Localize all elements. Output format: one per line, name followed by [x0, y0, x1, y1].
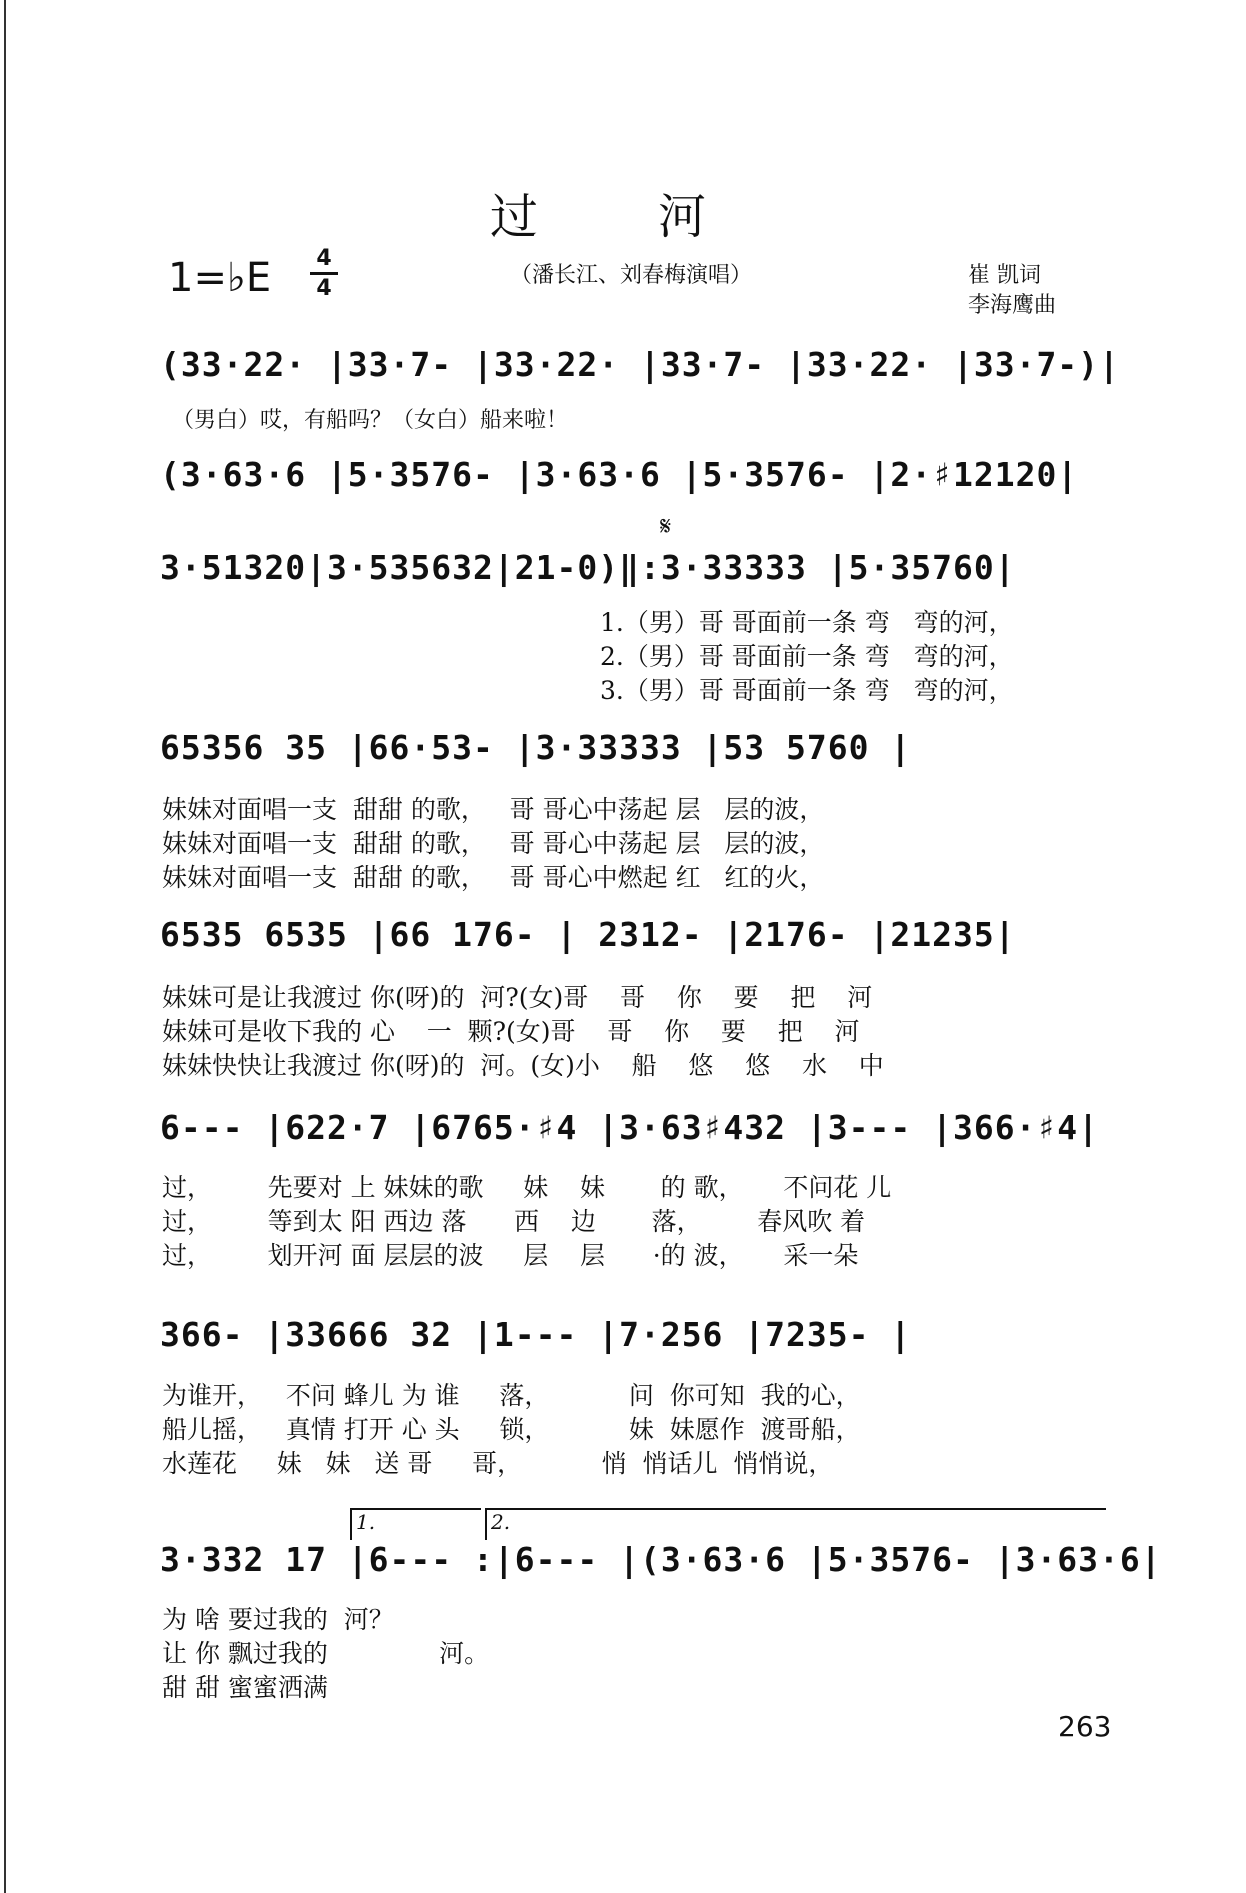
lyric-line: 水莲花 妹 妹 送 哥 哥， 悄 悄话儿 悄悄说， — [162, 1449, 834, 1478]
volta-1-label: 1. — [356, 1510, 376, 1534]
music-row-7: 366- |33666 32 |1--- |7·256 |7235- | — [160, 1315, 912, 1354]
lyric-line: 3.（男）哥 哥面前一条 弯 弯的河， — [600, 676, 1014, 705]
music-row-3: 3·51320|3·535632|21-0)‖:3·33333 |5·35760| — [160, 548, 1016, 587]
volta-2 — [485, 1508, 1106, 1540]
lyric-line: 过， 先要对 上 妹妹的歌 妹 妹 的 歌， 不问花 儿 — [162, 1173, 892, 1202]
spoken-intro: （男白）哎，有船吗？（女白）船来啦！ — [172, 408, 569, 433]
left-margin-rule — [4, 0, 6, 1893]
lyric-line: 甜 甜 蜜蜜洒满 — [162, 1673, 328, 1702]
segno-sign: 𝄋 — [660, 512, 672, 542]
lyric-line: 妹妹对面唱一支 甜甜 的歌， 哥 哥心中荡起 层 层的波， — [162, 795, 825, 824]
time-signature-bar — [310, 272, 338, 275]
lyric-line: 为谁开， 不问 蜂儿 为 谁 落， 问 你可知 我的心， — [162, 1381, 861, 1410]
lyric-line: 妹妹可是收下我的 心 一 颗?(女)哥 哥 你 要 把 河 — [162, 1017, 860, 1046]
lyric-line: 过， 划开河 面 层层的波 层 层 ·的 波， 采一朵 — [162, 1241, 859, 1270]
time-signature-bottom: 4 — [316, 276, 332, 301]
volta-2-label: 2. — [491, 1510, 511, 1534]
lyric-line: 妹妹对面唱一支 甜甜 的歌， 哥 哥心中燃起 红 红的火， — [162, 863, 825, 892]
lyric-line: 妹妹可是让我渡过 你(呀)的 河?(女)哥 哥 你 要 把 河 — [162, 983, 873, 1012]
lyricist-credit: 崔 凯词 — [968, 263, 1041, 288]
page-number: 263 — [1058, 1710, 1112, 1743]
lyric-line: 船儿摇， 真情 打开 心 头 锁， 妹 妹愿作 渡哥船， — [162, 1415, 861, 1444]
lyric-line: 妹妹对面唱一支 甜甜 的歌， 哥 哥心中荡起 层 层的波， — [162, 829, 825, 858]
performers: （潘长江、刘春梅演唱） — [510, 263, 753, 288]
music-row-5: 6535 6535 |66 176- | 2312- |2176- |21235| — [160, 915, 1016, 954]
volta-1 — [350, 1508, 481, 1540]
lyric-line: 让 你 飘过我的 河。 — [162, 1639, 490, 1668]
lyric-line: 2.（男）哥 哥面前一条 弯 弯的河， — [600, 642, 1014, 671]
lyric-line: 1.（男）哥 哥面前一条 弯 弯的河， — [600, 608, 1014, 637]
music-row-2: (3·63·6 |5·3576- |3·63·6 |5·3576- |2·♯12120| — [160, 455, 1079, 494]
music-row-1: (33·22· |33·7- |33·22· |33·7- |33·22· |33·7-)| — [160, 345, 1120, 384]
time-signature-top: 4 — [316, 246, 332, 271]
composer-credit: 李海鹰曲 — [968, 293, 1057, 318]
time-signature — [310, 246, 338, 301]
lyric-line: 妹妹快快让我渡过 你(呀)的 河。(女)小 船 悠 悠 水 中 — [162, 1051, 884, 1080]
lyric-line: 过， 等到太 阳 西边 落 西 边 落， 春风吹 着 — [162, 1207, 866, 1236]
song-title: 过河 — [490, 189, 827, 245]
music-row-4: 65356 35 |66·53- |3·33333 |53 5760 | — [160, 728, 912, 767]
music-row-8: 3·332 17 |6--- :|6--- |(3·63·6 |5·3576- |3·63·6| — [160, 1540, 1162, 1579]
music-row-6: 6--- |622·7 |6765·♯4 |3·63♯432 |3--- |366·♯4| — [160, 1108, 1100, 1147]
lyric-line: 为 啥 要过我的 河？ — [162, 1605, 394, 1634]
key-signature: 1=♭E — [168, 255, 272, 301]
